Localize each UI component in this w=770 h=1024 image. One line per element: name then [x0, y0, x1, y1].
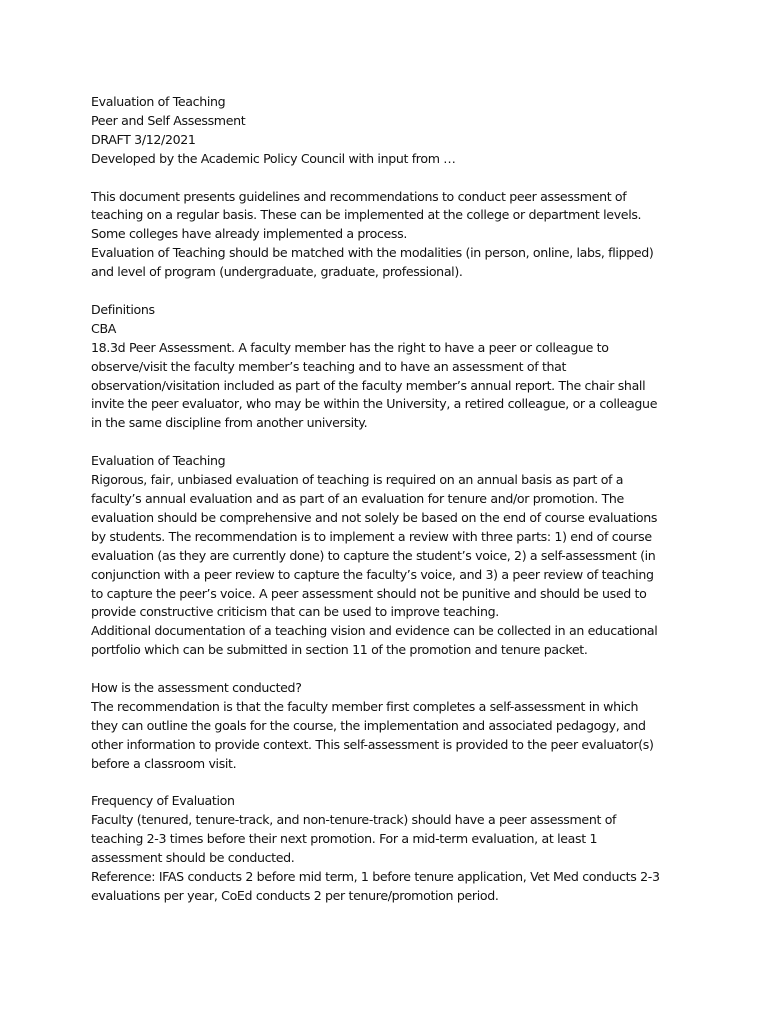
definitions-section [91, 301, 691, 433]
section-subheading: CBA [91, 320, 116, 336]
section-heading: Frequency of Evaluation [91, 793, 235, 809]
paragraph-line: Faculty (tenured, tenure-track, and non-tenure-track) should have a peer assessment of [91, 812, 617, 828]
paragraph-line: invite the peer evaluator, who may be within the University, a retired colleague, or a colleague [91, 396, 658, 412]
draft-date: DRAFT 3/12/2021 [91, 131, 196, 147]
paragraph-line: observation/visitation included as part of the faculty member’s annual report. The chair shall [91, 377, 646, 393]
paragraph-line: 18.3d Peer Assessment. A faculty member has the right to have a peer or colleague to [91, 339, 609, 355]
paragraph-line: assessment should be conducted. [91, 850, 295, 866]
document-page [91, 93, 691, 925]
paragraph-line: by students. The recommendation is to implement a review with three parts: 1) end of course [91, 528, 652, 544]
paragraph-line: in the same discipline from another university. [91, 415, 368, 431]
conducted-section [91, 679, 691, 774]
frequency-section [91, 792, 691, 905]
paragraph-line: The recommendation is that the faculty member first completes a self-assessment in which [91, 698, 639, 714]
paragraph-line: evaluations per year, CoEd conducts 2 per tenure/promotion period. [91, 887, 499, 903]
section-heading: How is the assessment conducted? [91, 680, 302, 696]
paragraph-line: faculty’s annual evaluation and as part of an evaluation for tenure and/or promotion. The [91, 490, 624, 506]
paragraph-line: conjunction with a peer review to capture the faculty’s voice, and 3) a peer review of teaching [91, 566, 654, 582]
paragraph-line: evaluation should be comprehensive and not solely be based on the end of course evaluations [91, 509, 658, 525]
paragraph-line: to capture the peer’s voice. A peer assessment should not be punitive and should be used to [91, 585, 647, 601]
developed-by: Developed by the Academic Policy Council with input from … [91, 150, 456, 166]
paragraph-line: teaching 2-3 times before their next promotion. For a mid-term evaluation, at least 1 [91, 831, 598, 847]
document-title: Evaluation of Teaching [91, 94, 226, 109]
paragraph-line: teaching on a regular basis. These can be implemented at the college or department levels. [91, 207, 642, 223]
intro-section [91, 188, 691, 283]
paragraph-line: This document presents guidelines and recommendations to conduct peer assessment of [91, 188, 627, 204]
paragraph-line: Evaluation of Teaching should be matched with the modalities (in person, online, labs, flipped) [91, 245, 654, 261]
paragraph-line: Rigorous, fair, unbiased evaluation of teaching is required on an annual basis as part of a [91, 472, 624, 488]
paragraph-line: and level of program (undergraduate, graduate, professional). [91, 264, 463, 280]
section-heading: Definitions [91, 301, 155, 317]
paragraph-line: other information to provide context. This self-assessment is provided to the peer evaluator(s) [91, 736, 654, 752]
paragraph-line: provide constructive criticism that can be used to improve teaching. [91, 604, 499, 620]
document-subtitle: Peer and Self Assessment [91, 112, 246, 128]
paragraph-line: Reference: IFAS conducts 2 before mid term, 1 before tenure application, Vet Med conducts 2-3 [91, 869, 660, 885]
section-heading: Evaluation of Teaching [91, 453, 226, 469]
paragraph-line: evaluation (as they are currently done) to capture the student’s voice, 2) a self-assessment (in [91, 547, 656, 563]
header-block [91, 93, 691, 169]
paragraph-line: they can outline the goals for the course, the implementation and associated pedagogy, and [91, 717, 646, 733]
paragraph-line: before a classroom visit. [91, 755, 237, 771]
paragraph-line: observe/visit the faculty member’s teaching and to have an assessment of that [91, 358, 567, 374]
paragraph-line: portfolio which can be submitted in section 11 of the promotion and tenure packet. [91, 642, 588, 658]
paragraph-line: Additional documentation of a teaching vision and evidence can be collected in an educational [91, 623, 658, 639]
evaluation-section [91, 452, 691, 660]
paragraph-line: Some colleges have already implemented a process. [91, 226, 407, 242]
